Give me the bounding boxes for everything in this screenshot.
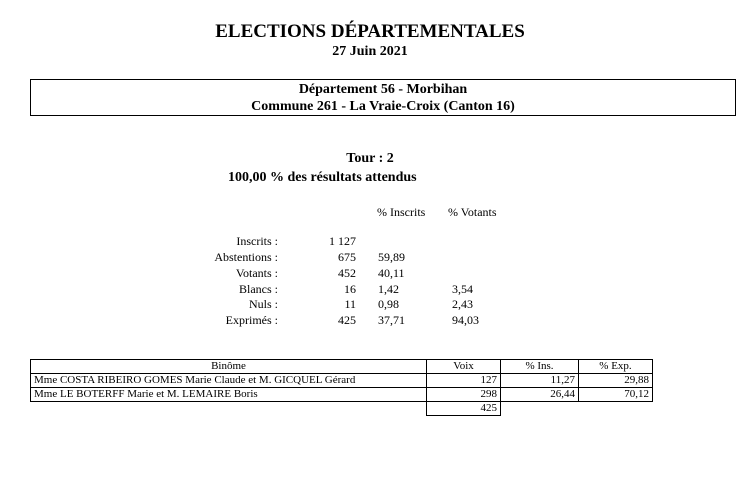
commune-label: Commune 261 - La Vraie-Croix (Canton 16) (251, 99, 515, 114)
stat-pct-inscrits: 40,11 (378, 266, 405, 280)
pct-exp-cell: 70,12 (579, 388, 653, 402)
stat-label: Blancs : (239, 282, 278, 296)
stat-label: Nuls : (248, 297, 278, 311)
pct-ins-cell: 11,27 (501, 374, 579, 388)
voix-cell: 127 (427, 374, 501, 388)
departement-label: Département 56 - Morbihan (298, 82, 468, 97)
pct-exp-header: % Exp. (579, 360, 653, 374)
stat-pct-inscrits: 0,98 (378, 297, 399, 311)
total-row (31, 402, 653, 416)
stat-label: Abstentions : (214, 250, 278, 264)
pct-ins-header: % Ins. (501, 360, 579, 374)
pct-inscrits-header: % Inscrits (377, 205, 426, 219)
pct-votants-header: % Votants (448, 205, 497, 219)
stat-label: Exprimés : (225, 313, 278, 327)
location-box (30, 79, 736, 116)
binome-cell: Mme COSTA RIBEIRO GOMES Marie Claude et M. GICQUEL Gérard (31, 374, 427, 388)
tour-label: Tour : 2 (346, 151, 394, 166)
stat-pct-votants: 94,03 (452, 313, 479, 327)
pct-exp-cell: 29,88 (579, 374, 653, 388)
stat-pct-votants: 3,54 (452, 282, 473, 296)
total-voix-cell: 425 (427, 402, 501, 416)
stat-value: 16 (344, 282, 356, 296)
table-row (31, 374, 653, 388)
page-title: ELECTIONS DÉPARTEMENTALES (215, 21, 525, 42)
results-expected-label: 100,00 % des résultats attendus (228, 170, 417, 185)
pct-ins-cell: 26,44 (501, 388, 579, 402)
stat-label: Votants : (235, 266, 278, 280)
stat-value: 425 (338, 313, 356, 327)
stat-pct-inscrits: 59,89 (378, 250, 405, 264)
results-table (30, 359, 653, 416)
stat-value: 675 (338, 250, 356, 264)
table-row (31, 388, 653, 402)
stat-pct-inscrits: 1,42 (378, 282, 399, 296)
election-date: 27 Juin 2021 (332, 44, 408, 59)
stat-pct-votants: 2,43 (452, 297, 473, 311)
results-header-row (31, 360, 653, 374)
binome-cell: Mme LE BOTERFF Marie et M. LEMAIRE Boris (31, 388, 427, 402)
stat-value: 11 (344, 297, 356, 311)
voix-header: Voix (427, 360, 501, 374)
binome-header: Binôme (31, 360, 427, 374)
stat-label: Inscrits : (236, 234, 278, 248)
stat-pct-inscrits: 37,71 (378, 313, 405, 327)
voix-cell: 298 (427, 388, 501, 402)
stat-value: 452 (338, 266, 356, 280)
stat-value: 1 127 (329, 234, 356, 248)
